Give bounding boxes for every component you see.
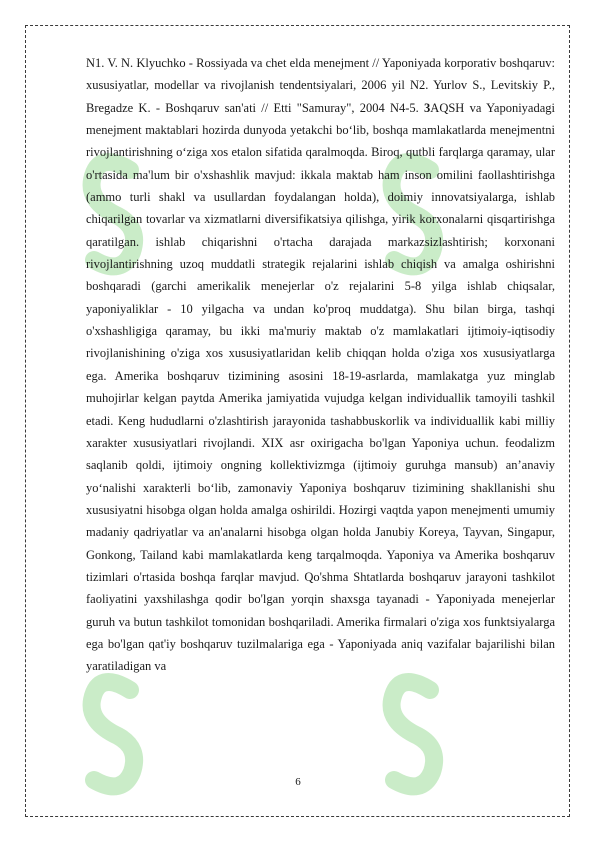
paragraph-references-and-intro bbox=[86, 52, 555, 678]
bold-marker: 3 bbox=[424, 100, 431, 115]
paragraph-1: AQSH va Yaponiyadagi menejment maktablari hozirda dunyoda yetakchi bo‘lib, boshqa mamlakatlarda menejmentni rivojlantirishning o‘ziga xos etalon sifatida qaralmoqda. Biroq, qutbli farqlarga qaramay, ular o'rtasida ma'lum bir o'xshashlik mavjud: ikkala maktab ham inson omilini faollashtirishga (ammo turli shakl va usullardan foydalangan holda), doimiy innovatsiyalarga, ishlab chiqarilgan tovarlar va xizmatlarni diversifikatsiya qilishga, yirik korxonalarni qisqartirishga qaratilgan. bbox=[86, 100, 556, 249]
paragraph-1-continued: ishlab chiqarishni o'rtacha darajada markazsizlashtirish; korxonani rivojlantirishning uzoq muddatli strategik rejalarini ishlab chiqish va amalga oshirishni boshqaradi (garchi amerikalik menejerlar o'z rejalarini 5-8 yilga ishlab chiqsalar, yaponiyaliklar - 10 yilgacha va undan ko'proq muddatga). Shu bilan birga, tashqi o'xshashligiga qaramay, bu ikki ma'muriy maktab o'z mamlakatlari ijtimoiy-iqtisodiy rivojlanishining o'ziga xos xususiyatlaridan kelib chiqqan holda o'ziga xos xususiyatlarga ega. Amerika boshqaruv tizimining asosini 18-19-asrlarda, mamlakatga yuz minglab muhojirlar kelgan paytda Amerika jamiyatida vujudga kelgan individuallik tamoyili tashkil etadi. Keng hududlarni o'zlashtirish jarayonida tashabbuskorlik va individuallik kabi milliy xarakter xususiyatlari rivojlandi. XIX asr oxirigacha bo'lgan Yaponiya uchun. feodalizm saqlanib qoldi, ijtimoiy ongning kollektivizmga (ijtimoiy guruhga mansub) an’anaviy yo‘nalishi xarakterli bo‘lib, zamonaviy Yaponiya boshqaruv tizimining shakllanishi shu xususiyatni hisobga olgan holda amalga oshirildi. Hozirgi vaqtda yapon menejmenti umumiy madaniy qadriyatlar va an'analarni hisobga olgan holda Janubiy Koreya, Tayvan, Singapur, Gonkong, Tailand kabi mamlakatlarda keng tarqalmoqda. bbox=[86, 234, 556, 562]
references-text: N1. V. N. Klyuchko - Rossiyada va chet elda menejment // Yaponiyada korporativ boshqaruv: xususiyatlar, modellar va rivojlanish tendentsiyalari, 2006 yil N2. Yurlov S., Levitskiy P., Bregadze K. - Boshqaruv san'ati // Etti "Samuray", 2004 N4-5. bbox=[86, 56, 555, 115]
paragraph-2: Yaponiya va Amerika boshqaruv tizimlari o'rtasida boshqa farqlar mavjud. Qo'shma Shtatlarda boshqaruv jarayoni tashkilot faoliyatini yaxshilashga qodir bo'lgan yorqin shaxsga tayanadi - Yaponiyada menejerlar guruh va butun tashkilot tomonidan boshqariladi. Amerika firmalari o'ziga xos funktsiyalarga ega bo'lgan qat'iy boshqaruv tuzilmalariga ega - Yaponiyada aniq vazifalar bajarilishi bilan yaratiladigan va bbox=[86, 547, 555, 674]
page-number: 6 bbox=[295, 776, 301, 788]
document-body bbox=[86, 52, 555, 678]
